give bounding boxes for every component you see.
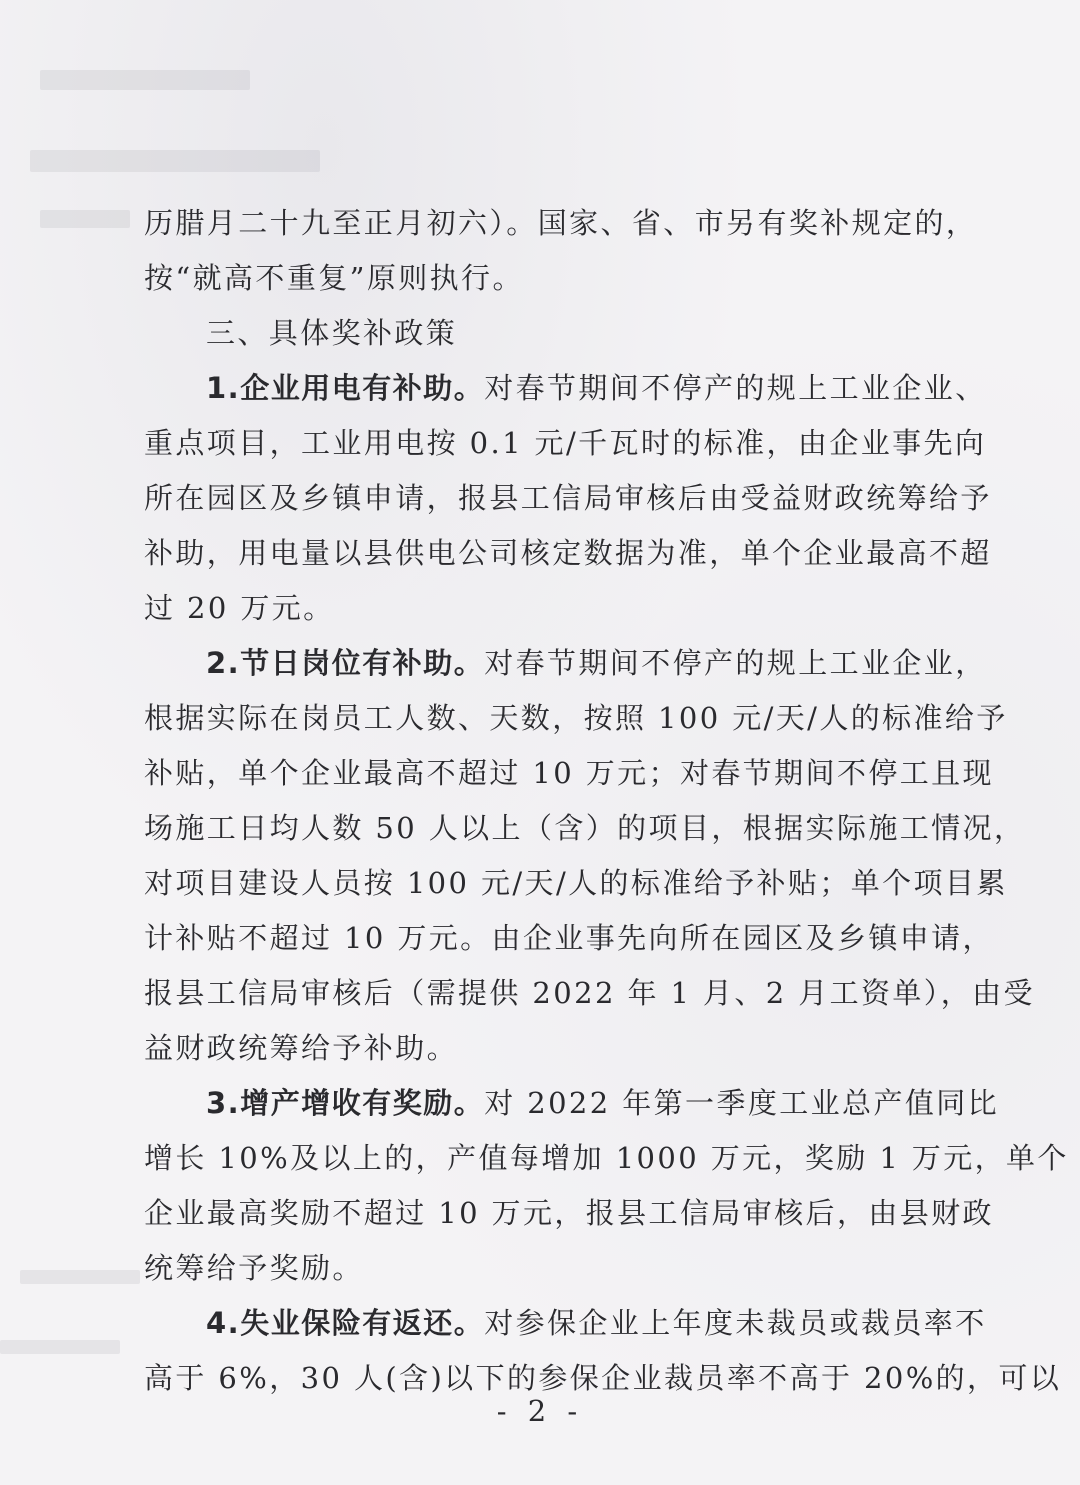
text-line: 历腊月二十九至正月初六）。国家、省、市另有奖补规定的， <box>144 206 978 240</box>
text-line: 统筹给予奖励。 <box>144 1251 364 1285</box>
page-number: - 2 - <box>496 1394 584 1428</box>
policy-item-3-heading: 3.增产增收有奖励。 <box>206 1086 485 1120</box>
policy-item-4-first-line <box>144 1296 987 1351</box>
text-line: 增长 10%及以上的，产值每增加 1000 万元，奖励 1 万元，单个 <box>144 1141 1069 1175</box>
text-line: 按“就高不重复”原则执行。 <box>144 261 524 295</box>
bleed-through-mark <box>40 210 130 228</box>
text-line: 报县工信局审核后（需提供 2022 年 1 月、2 月工资单），由受 <box>144 976 1035 1010</box>
policy-item-2-first-line <box>144 636 987 691</box>
bleed-through-mark <box>20 1270 140 1284</box>
text-line: 所在园区及乡镇申请，报县工信局审核后由受益财政统筹给予 <box>144 481 992 515</box>
policy-item-4-heading: 4.失业保险有返还。 <box>206 1306 485 1340</box>
text-line: 过 20 万元。 <box>144 591 335 625</box>
text-line: 益财政统筹给予补助。 <box>144 1031 459 1065</box>
text-line: 企业最高奖励不超过 10 万元，报县工信局审核后，由县财政 <box>144 1196 994 1230</box>
text-line: 根据实际在岗员工人数、天数，按照 100 元/天/人的标准给予 <box>144 701 1008 735</box>
bleed-through-mark <box>30 150 320 172</box>
text-line: 场施工日均人数 50 人以上（含）的项目，根据实际施工情况， <box>144 811 1026 845</box>
text-line: 重点项目，工业用电按 0.1 元/千瓦时的标准，由企业事先向 <box>144 426 987 460</box>
policy-item-3-text: 对 2022 年第一季度工业总产值同比 <box>484 1086 1000 1120</box>
text-line: 补贴，单个企业最高不超过 10 万元；对春节期间不停工且现 <box>144 756 994 790</box>
policy-item-4-text: 对参保企业上年度未裁员或裁员率不 <box>484 1306 987 1340</box>
text-line: 高于 6%，30 人(含)以下的参保企业裁员率不高于 20%的，可以 <box>144 1361 1062 1395</box>
bleed-through-mark <box>0 1340 120 1354</box>
text-line: 补助，用电量以县供电公司核定数据为准，单个企业最高不超 <box>144 536 992 570</box>
policy-item-3-first-line <box>144 1076 1000 1131</box>
text-line: 计补贴不超过 10 万元。由企业事先向所在园区及乡镇申请， <box>144 921 994 955</box>
text-line: 对项目建设人员按 100 元/天/人的标准给予补贴；单个项目累 <box>144 866 1008 900</box>
policy-item-1-first-line <box>144 361 987 416</box>
bleed-through-mark <box>40 70 250 90</box>
policy-item-1-heading: 1.企业用电有补助。 <box>206 371 485 405</box>
body-text <box>144 196 1069 1406</box>
policy-item-1-text: 对春节期间不停产的规上工业企业、 <box>484 371 987 405</box>
policy-item-2-text: 对春节期间不停产的规上工业企业， <box>484 646 987 680</box>
section-heading: 三、具体奖补政策 <box>206 316 458 350</box>
policy-item-2-heading: 2.节日岗位有补助。 <box>206 646 485 680</box>
